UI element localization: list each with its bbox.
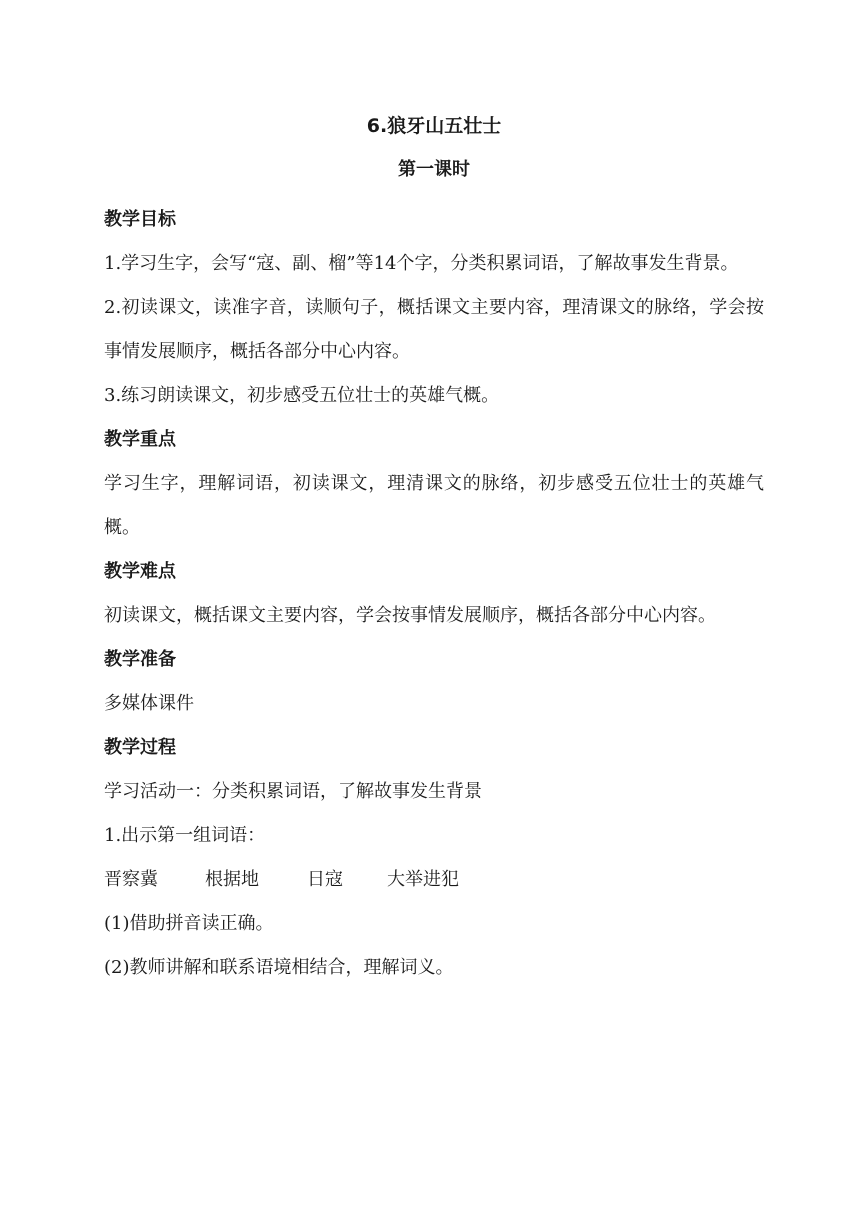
key-points-text: 学习生字，理解词语，初读课文，理清课文的脉络，初步感受五位壮士的英雄气概。 — [104, 473, 764, 538]
objective-item-1: 1.学习生字，会写“寇、副、榴”等14个字，分类积累词语，了解故事发生背景。 — [104, 253, 739, 274]
vocabulary-word: 日寇 — [307, 869, 343, 890]
difficulties-heading: 教学难点 — [104, 561, 176, 582]
document-body — [104, 110, 764, 990]
vocabulary-word: 晋察冀 — [104, 869, 158, 890]
vocabulary-row — [104, 858, 764, 902]
process-sub-step-2: (2)教师讲解和联系语境相结合，理解词义。 — [104, 957, 454, 978]
difficulties-text: 初读课文，概括课文主要内容，学会按事情发展顺序，概括各部分中心内容。 — [104, 605, 716, 626]
process-heading: 教学过程 — [104, 737, 176, 758]
preparation-heading: 教学准备 — [104, 649, 176, 670]
process-activity: 学习活动一：分类积累词语，了解故事发生背景 — [104, 781, 482, 802]
key-points-heading: 教学重点 — [104, 429, 176, 450]
preparation-text: 多媒体课件 — [104, 693, 194, 714]
vocabulary-word: 大举进犯 — [387, 869, 459, 890]
objective-item-3: 3.练习朗读课文，初步感受五位壮士的英雄气概。 — [104, 385, 500, 406]
vocabulary-word: 根据地 — [205, 869, 259, 890]
lesson-title: 6.狼牙山五壮士 — [366, 115, 502, 137]
process-step-1: 1.出示第一组词语： — [104, 825, 266, 846]
objectives-heading: 教学目标 — [104, 209, 176, 230]
process-sub-step-1: (1)借助拼音读正确。 — [104, 913, 274, 934]
objective-item-2: 2.初读课文，读准字音，读顺句子，概括课文主要内容，理清课文的脉络，学会按事情发展顺序，概括各部分中心内容。 — [104, 297, 764, 362]
lesson-subtitle: 第一课时 — [398, 159, 470, 180]
